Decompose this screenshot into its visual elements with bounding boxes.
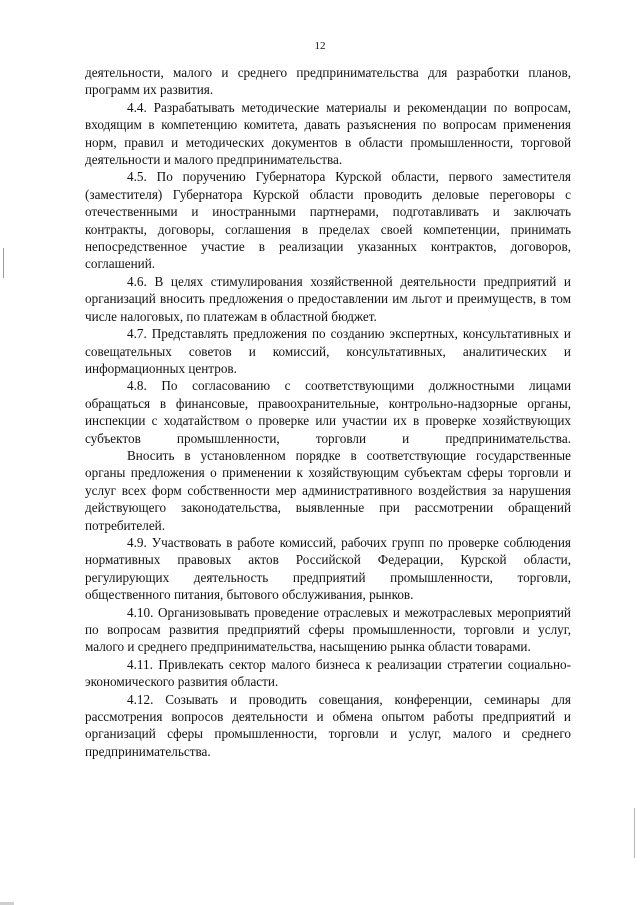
paragraph-4-6: 4.6. В целях стимулирования хозяйственной деятельности предприятий и организаций вносить предложения о предоставлении им льгот и преимуществ, в том числе налоговых, по платежам в областной бюджет. [85, 273, 571, 324]
scan-margin-mark [634, 808, 635, 858]
paragraph-4-9: 4.9. Участвовать в работе комиссий, рабочих групп по проверке соблюдения нормативных правовых актов Российской Федерации, Курской области, регулирующих деятельность предприятий промышленности, торговли, общественного питания, бытового обслуживания, рынков. [85, 534, 571, 603]
paragraph-4-12: 4.12. Созывать и проводить совещания, конференции, семинары для рассмотрения вопросов деятельности и обмена опытом работы предприятий и организаций сферы промышленности, торговли и услуг, малого и среднего предпринимательства. [85, 691, 571, 759]
page-number: 12 [314, 40, 326, 52]
paragraph-4-5: 4.5. По поручению Губернатора Курской области, первого заместителя (заместителя) Губернатора Курской области проводить деловые переговоры с отечественными и иностранными партнерами, подготавливать и заключать контракты, договоры, соглашения в пределах своей компетенции, принимать непосредственное участие в реализации указанных контрактов, договоров, соглашений. [85, 169, 571, 272]
paragraph-4-11: 4.11. Привлекать сектор малого бизнеса к реализации стратегии социально-экономического развития области. [85, 656, 571, 690]
paragraph-4-4: 4.4. Разрабатывать методические материалы и рекомендации по вопросам, входящим в компетенцию комитета, давать разъяснения по вопросам применения норм, правил и методических документов в области промышленности, торговой деятельности и малого предпринимательства. [85, 99, 571, 168]
paragraph-4-8-cont: Вносить в установленном порядке в соответствующие государственные органы предложения о применении к хозяйствующим субъектам сферы торговли и услуг всех форм собственности мер административного воздействия за нарушения действующего законодательства, выявленные при рассмотрении обращений потребителей. [85, 447, 571, 533]
document-body [85, 64, 571, 760]
scan-margin-mark [3, 248, 4, 278]
paragraph-continuation: деятельности, малого и среднего предпринимательства для разработки планов, программ их развития. [85, 65, 571, 98]
paragraph-4-8: 4.8. По согласованию с соответствующими должностными лицами обращаться в финансовые, правоохранительные, контрольно-надзорные органы, инспекции с ходатайством о проверке или участии их в проверке хозяйствующих субъектов промышленности, торговли и предпринимательства. [85, 378, 571, 446]
paragraph-4-10: 4.10. Организовывать проведение отраслевых и межотраслевых мероприятий по вопросам развития предприятий сферы промышленности, торговли и услуг, малого и среднего предпринимательства, насыщению рынка области товарами. [85, 604, 571, 655]
paragraph-4-7: 4.7. Представлять предложения по созданию экспертных, консультативных и совещательных советов и комиссий, консультативных, аналитических и информационных центров. [85, 326, 571, 376]
